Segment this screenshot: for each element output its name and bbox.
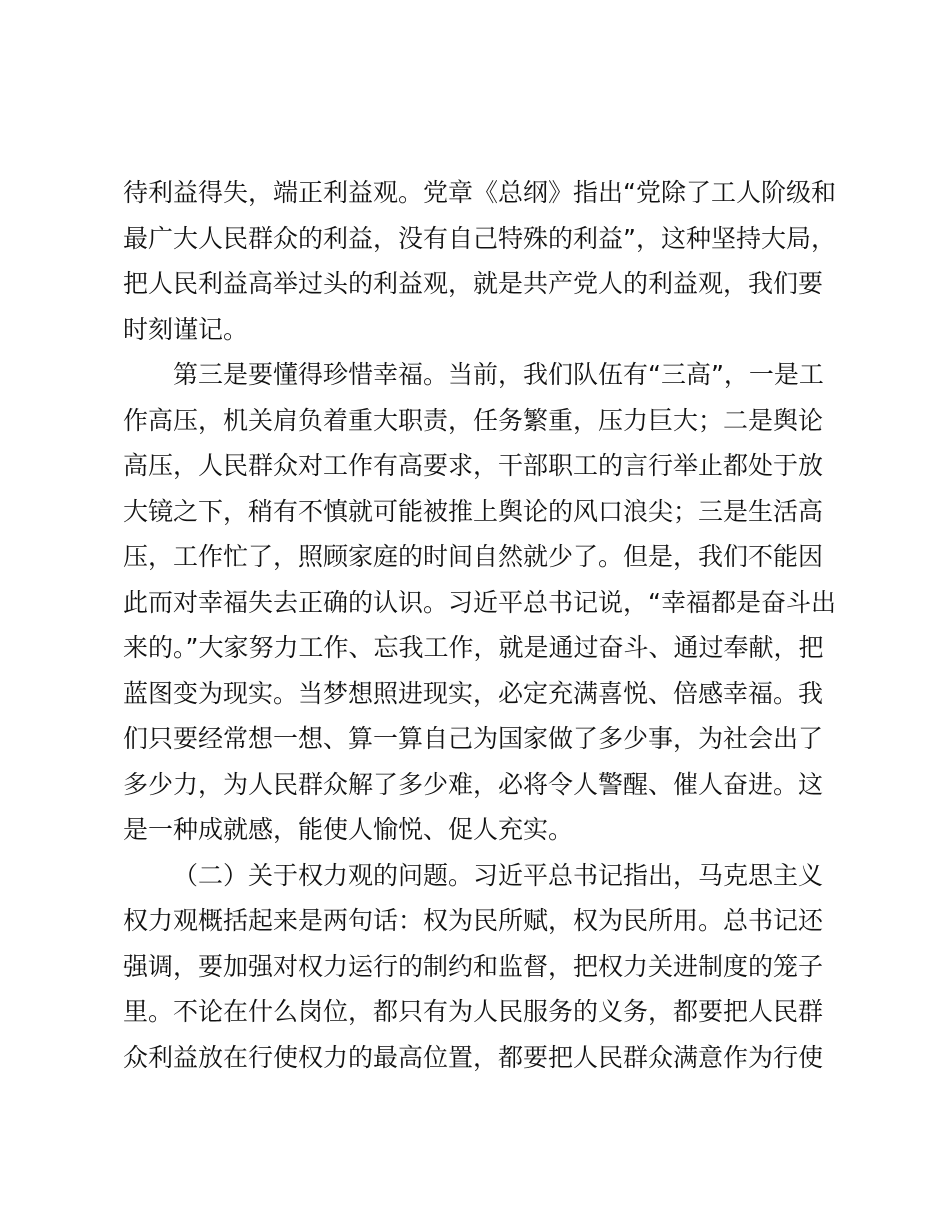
text-line: 作高压，机关肩负着重大职责，任务繁重，压力巨大；二是舆论	[123, 405, 824, 435]
paragraph-power-view	[123, 853, 833, 1081]
text-line: 众利益放在行使权力的最高位置，都要把人民群众满意作为行使	[123, 1042, 824, 1072]
text-line: 里。不论在什么岗位，都只有为人民服务的义务，都要把人民群	[123, 997, 824, 1026]
paragraph-interest-view	[123, 170, 836, 352]
text-line: 大镜之下，稍有不慎就可能被推上舆论的风口浪尖；三是生活高	[123, 496, 824, 526]
text-line: 来的。”大家努力工作、忘我工作，就是通过奋斗、通过奉献，把	[123, 633, 824, 662]
text-line: 把人民利益高举过头的利益观，就是共产党人的利益观，我们要	[123, 269, 824, 298]
text-line: 权力观概括起来是两句话：权为民所赋，权为民所用。总书记还	[123, 906, 824, 935]
text-line: 最广大人民群众的利益，没有自己特殊的利益”，这种坚持大局，	[123, 223, 836, 253]
document-body	[123, 170, 836, 1080]
text-line: 们只要经常想一想、算一算自己为国家做了多少事，为社会出了	[123, 724, 824, 753]
paragraph-cherish-happiness	[123, 352, 836, 853]
text-line: （二）关于权力观的问题。习近平总书记指出，马克思主义	[173, 860, 824, 890]
text-line: 强调，要加强对权力运行的制约和监督，把权力关进制度的笼子	[123, 951, 824, 981]
text-line: 蓝图变为现实。当梦想照进现实，必定充满喜悦、倍感幸福。我	[123, 678, 824, 708]
text-line: 多少力，为人民群众解了多少难，必将令人警醒、催人奋进。这	[123, 769, 824, 799]
text-line: 时刻谨记。	[123, 314, 249, 344]
text-line: 高压，人民群众对工作有高要求，干部职工的言行举止都处于放	[123, 451, 824, 480]
text-line: 是一种成就感，能使人愉悦、促人充实。	[123, 815, 574, 844]
text-line: 第三是要懂得珍惜幸福。当前，我们队伍有“三高”，一是工	[173, 360, 824, 389]
text-line: 压，工作忙了，照顾家庭的时间自然就少了。但是，我们不能因	[123, 542, 824, 571]
text-line: 待利益得失，端正利益观。党章《总纲》指出“党除了工人阶级和	[123, 178, 836, 207]
text-line: 此而对幸福失去正确的认识。习近平总书记说，“幸福都是奋斗出	[123, 587, 836, 617]
